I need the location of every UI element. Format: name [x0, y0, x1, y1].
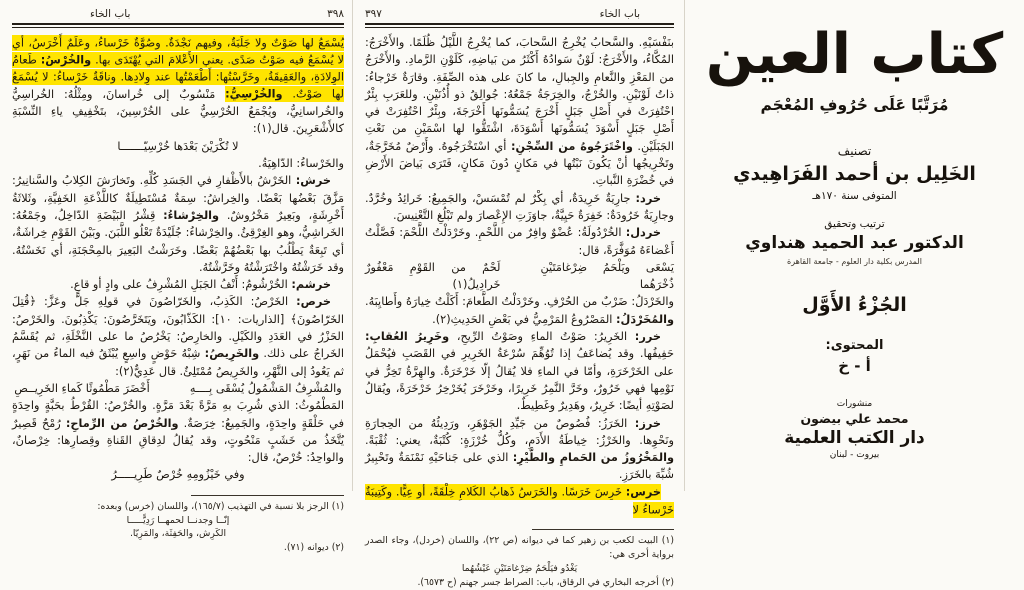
- text-run: الذي على جَناحَيْهِ نَمْنَمَةٌ وتَحْبِيرٌ شُبِّهَ بالخَرَزِ.: [365, 451, 674, 482]
- contents-range: أ - خ: [838, 357, 871, 375]
- entry-khrs: [12, 293, 344, 379]
- paragraph-matmuth: [12, 397, 344, 466]
- headword: خرر:: [634, 330, 661, 344]
- footnote-rule: [532, 529, 674, 530]
- page-398-running-head: [12, 8, 344, 20]
- entry-khrdl: [365, 224, 674, 259]
- headword: خرص:: [296, 295, 331, 309]
- author-name: الخَلِيل بن أحمد الفَرَاهِيدي: [733, 163, 976, 185]
- publisher-location: بيروت - لبنان: [829, 450, 880, 460]
- title-page: [684, 0, 1024, 491]
- text-run: الخَرْصُ: الكَذِبُ، والخَرّاصُونَ في قولِهِ جَلَّ وعَزَّ: ﴿قُتِلَ الخَرّاصُونَ﴾ [الذاريات: ١٠]: الكَذّابُونَ، ويَتَخَرَّصُونَ: يَكْذِبُونَ. والخَرْصُ: الحَزْرُ في العَدَدِ والكَيْلِ. والخارِصُ: يَخْرُصُ ما على النَّخْلَةِ، ثم يُقَسَّمُ الخَراجُ على ذلك.: [12, 295, 344, 361]
- highlighted-text: [365, 484, 674, 517]
- bold-term: والخُرْسِيُّ:: [225, 87, 283, 101]
- hemistich-right: والمُشْرِفُ المَشْمُولُ يُسْقَى بِــــهِ: [189, 381, 342, 395]
- headword: خرد:: [635, 191, 661, 205]
- publications-label: منشورات: [836, 399, 873, 409]
- footnote-1-verse: إنّــا وجدنــا لحمهــا رَدِيًّـــــا: [126, 514, 230, 526]
- headword: خرش:: [295, 174, 331, 188]
- verse-kaab: [365, 259, 674, 294]
- text-run: يُسْمَعُ لها صَوْتٌ ولا جَلَبَةٌ، وفيهم نَجْدَةٌ. وصُوَّةٌ خَرْساءُ، وعَلَمٌ أَخْرَسُ، أي لا يُسْمَعُ فيه صَوْتُ صَدًى. يعني الأَعْلامَ التي يُهْتَدَى بها.: [12, 36, 345, 67]
- text-run: مَنْسُوبٌ إلى خُراسانَ، ومِثْلُهُ: الخُراسِيُّ والخُراسانِيُّ، ويُجْمَعُ الخُرْسِيُّ على الخُرْسِينَ، بتَخْفِيفِ ياءِ النِّسْبَةِ كالأَشْعَرِينَ. قال(١):: [12, 87, 344, 136]
- hemistich-right: يَسْعَى ويَلْحَمُ ضِرْغامَتَيْنِ ذُخْرَهُما: [540, 260, 674, 292]
- footnote-1-verse: يَغْدُو فيَلْحَمُ ضِرْغامَتَيْنِ عَيْشُهُما: [461, 562, 578, 574]
- footnote-1: (١) الرجز بلا نسبة في التهذيب (١٦٥/٧)، واللسان (خرس) وبعده:: [97, 500, 344, 512]
- author-death-date: المتوفى سنة ١٧٠هـ: [812, 190, 897, 202]
- footnote-2: (٢) ديوانه (٧١).: [283, 542, 344, 554]
- entry-khrz: [365, 415, 674, 484]
- text-run: المَصْرُوعُ المَرْمِيُّ في بَعْضِ الحَدِيثِ(٢).: [432, 312, 616, 326]
- footnote-rule: [191, 495, 344, 496]
- paragraph-khardal: [365, 293, 674, 328]
- headword: خرس:: [625, 485, 661, 499]
- bold-term: والمَخْرُوزُ من الحَمامِ والطَّيْرِ:: [512, 451, 674, 465]
- volume-label: الجُزْءُ الأَوَّل: [802, 294, 907, 316]
- page-398-footnotes: [12, 495, 344, 555]
- text-run: خَرِسَ خَرَسًا. والخَرَسُ ذَهابُ الكَلامِ خِلْقَةً، أو عِيًّا. وكَتِيبَةٌ خَرْساءُ لا: [365, 485, 674, 517]
- publisher-imprint: محمد علي بيضون: [800, 411, 909, 426]
- edited-by-label: ترتيب وتحقيق: [824, 218, 885, 230]
- entry-khrd: [365, 190, 674, 225]
- paragraph-daahiya: والخَرْساءُ: الدّاهِيَةُ.: [258, 157, 344, 171]
- text-run: طَعامُ الوِلادَةِ، والعَقِيقَةُ، وخَرَّسْتُها: أَطْعَمْتُها عند وِلادِها. وناقَةٌ خَرْساءُ: لا يُسْمَعُ لها صَوْتٌ.: [12, 53, 344, 101]
- text-run: بنَفْسَيْهِ. والسَّحابُ يُخْرِجُ السَّحابَ، كما يُخْرِجُ اللَّيْلُ ظُلَمًا. والأَخْرَجُ: المُكَّاءُ، والأَخْرَجُ: لَوْنٌ سَوادُهُ أَكْثَرُ من بَياضِهِ، كَلَوْنِ الرَّمادِ. والأَخْرَجُ من المَعْزِ والنَّعامِ والجِبالِ، ما كانَ على هذه الصِّفَةِ. وقارَةٌ خَرْجاءُ: ذاتُ لَوْنَيْنِ. والخُرْجُ، والخِرَجَةُ جَمْعُهُ: جُوالِقُ ذو أُذُنَيْنِ. وللعَرَبِ بِئْرٌ احْتُفِرَتْ في أَصْلِ جَبَلٍ أَخْرَجَ يُسَمُّونَها أَخْرَجَةَ، وبِئْرٌ احْتُفِرَتْ في أَصْلِ جَبَلٍ أَسْوَدَ يُسَمُّونَها أَسْوَدَةَ، اشْتَقُّوا لها اسْمَيْنِ من نَعْتِ الجَبَلَيْنِ.: [365, 36, 674, 153]
- text-run: جارِيَةٌ خَرِيدَةٌ، أي بِكْرٌ لم تُمْسَسْ، والجَمِيعُ: خَرائِدُ وخُرَّدٌ. وجارِيَةٌ خَرُودَةٌ: خَفِرَةٌ حَيِيَّةٌ، جاوَزَتِ الإِعْصارَ ولم تَبْلُغِ التَّعْنِيسَ.: [365, 191, 674, 222]
- bold-term: والخَرِيصُ:: [204, 347, 260, 361]
- headword: خردل:: [625, 226, 661, 240]
- page-397-running-head: [365, 8, 674, 20]
- bold-term: والمُخَرْدَلُ:: [616, 312, 674, 326]
- section-title: باب الخاء: [599, 8, 640, 20]
- book-title: كتاب العين: [705, 22, 1004, 87]
- hemistich-left: أَخْضَرَ مَطْمُوثًا كَماءِ الخَرِيــصِ: [14, 381, 150, 395]
- section-title: باب الخاء: [90, 8, 131, 20]
- footnote-2: (٢) أخرجه البخاري في الرقاق، باب: الصراط جسر جهنم (ح ٦٥٧٣).: [417, 576, 674, 588]
- text-run: قِشْرُ البَيْضَةِ الدّاخِلُ، وجَمْعُهُ: الخَراشِيُّ، وهو الغِرْقِئُ. والخِرْشاءُ: جُلَيْدَةٌ تَعْلُو اللَّبَنَ. وبَيْنَ القَوْمِ خِراشَةٌ، أي تَبِعَةٌ يَطْلُبُ بها بَعْضُهُمْ بَعْضًا. وخَرَشْتُ البَعِيرَ بالمِحْجَنَةِ، أي نَخَسْتُهُ. وقد خَرَشْتُهُ واخْتَرَشْتُهُ وخَرَّشْتُهُ.: [12, 208, 344, 274]
- text-run: والخَرْدَلُ: ضَرْبٌ من الحُرْفِ. وخَرْدَلْتُ الطَّعامَ: أَكَلْتُ خِيارَهُ وأَطايِبَهُ.: [365, 295, 674, 309]
- bold-term: وخَرِيرُ العُقابِ:: [365, 330, 450, 344]
- bold-term: والخُرْصُ من الرِّماحِ:: [65, 416, 179, 430]
- header-rule: [12, 23, 344, 28]
- footnote-1-continuation: الكَرِش، والحَفِثَة، والمَرِيّا.: [129, 528, 227, 540]
- editor-affiliation: المدرس بكلية دار العلوم - جامعة القاهرة: [787, 257, 922, 266]
- text-run: أي اسْتَخْرَجُوهُ. وأَرْضٌ مُخَرَّجَةٌ، وتَخْرِيجُها أنْ يَكُونَ نَبْتُها في مَكانٍ دُونَ مَكانٍ، فَتَرَى بَياضَ الأَرْضِ في خُضْرَةِ النَّباتِ.: [365, 139, 674, 188]
- footnote-1: (١) البيت لكعب بن زهير كما في ديوانه (ص ٢٢)، واللسان (خردل)، وجاء الصدر برواية أخرى هي:: [365, 535, 674, 561]
- verse-khayzum: وفي خَيْزُومِهِ خُرْصٌ طَرِيـــــرُ: [111, 468, 245, 482]
- headword: خرز:: [634, 416, 661, 430]
- hemistich-left: لَحْمٌ من القَوْمِ مَعْفُورٌ خَرادِيلُ(١): [365, 260, 501, 292]
- page-397-footnotes: [365, 529, 674, 589]
- verse-khursiyya: لا تُكْرَيْنَ بَعْدَها خُرْسِيّـــــــا: [117, 139, 239, 153]
- header-rule: [365, 23, 674, 28]
- headword: خرشم:: [291, 278, 331, 292]
- text-run: رُمْحٌ قَصِيرٌ يُتَّخَذُ من خَشَبٍ مَنْحُوتٍ، وقد يُقالُ لدِقاقِ القَناةِ وقِصارِها: خِرْصانٌ، والواحِدُ: خُرْصٌ، قال:: [12, 416, 344, 465]
- entry-khrsh: [12, 172, 344, 276]
- page-397-body: [365, 34, 674, 518]
- text-run: الخُرْشُومُ: أَنْفُ الجَبَلِ المُشْرِفُ على وادٍ أو قاعٍ.: [70, 278, 292, 292]
- text-run: الخَرَزُ: فُصُوصٌ من جَيِّدِ الجَوْهَرِ، ورَدِيئُهُ من الحِجارَةِ ونَحْوِها. والخَرْزُ: خِياطَةُ الأَدَمِ، وكُلُّ خُرْزَةٍ: كُتْبَةٌ، يعني: ثُقْبَةً.: [365, 416, 674, 447]
- text-run: شِبْهُ حَوْضٍ واسِعٍ يُبْثَقُ فيه الماءُ من نَهَرٍ، ثم يَعُودُ إلى النَّهْرِ، والخَرِيصُ مُمْتَلِئٌ. قال عَدِيٌّ(٢):: [12, 347, 344, 378]
- bold-term: والخِرْشاءُ:: [163, 208, 220, 222]
- page-397: [352, 0, 684, 588]
- entry-khrs-highlighted: [365, 484, 674, 519]
- page-398-body: [12, 34, 344, 484]
- text-run: المَطْمُوثُ: الذي شُرِبَ بهِ مَرَّةً بَعْدَ مَرَّةٍ. والخُرْصُ: القُرْطُ بحَبَّةٍ واحِدَةٍ في حَلْقَةٍ واحِدَةٍ، والجَمِيعُ: خِرَصَةٌ.: [12, 399, 344, 430]
- publisher-name: دار الكتب العلمية: [784, 428, 925, 448]
- page-number: ٣٩٧: [365, 8, 382, 20]
- entry-khrshm: [12, 276, 344, 293]
- verse-adi: [12, 380, 344, 397]
- book-subtitle: مُرَتَّبًا عَلَى حُرُوفِ المُعْجَم: [760, 96, 949, 114]
- text-run: الخَرْشُ بالأَظْفارِ في الجَسَدِ كُلِّهِ. وتَخارَشَ الكِلابُ والسَّنانِيرُ: مَزَّقَ بَعْضُها بَعْضًا. والخِراشُ: سِمَةٌ مُسْتَطِيلَةٌ كاللَّذْعَةِ الخَفِيَّةِ، وثَلاثَةُ أَخْرِشَةٍ، وبَعِيرٌ مَخْرُوشٌ.: [12, 174, 344, 222]
- paragraph-khrs-continuation: [12, 34, 344, 138]
- text-run: الخُرْدُولَةُ: عُضْوٌ وافِرٌ من اللَّحْمِ. وخَرْدَلْتُ اللَّحْمَ: فَصَّلْتُ أَعْضاءَهُ مُوَفَّرَةً، قال:: [365, 226, 674, 257]
- page-number: ٣٩٨: [327, 8, 344, 20]
- text-run: الخَرِيرُ: صَوْتُ الماءِ وصَوْتُ الرِّيحِ،: [449, 330, 635, 344]
- entry-khrr: [365, 328, 674, 414]
- paragraph-khrj-continuation: [365, 34, 674, 190]
- text-run: حَفِيفُها. وقد يُضاعَفُ إذا تُوُهِّمَ سُرْعَةُ الخَرِيرِ في القَصَبِ فيُحْمَلُ على الخَرْخَرَةِ، وأمّا في الماءِ فلا يُقالُ إلّا خَرْخَرَةٌ. والهِرَّةُ تَخِرُّ في نَوْمِها فهي خَرُورٌ، وخَرَّ النَّمِرُ خَرِيرًا، وخَرْخَرَ يُخَرْخِرُ خَرْخَرَةً، ويُقالُ لصَوْتِهِ أيضًا: خَرِيرٌ، وهَدِيرٌ وغَطِيطٌ.: [365, 347, 674, 413]
- bold-term: والخُرْسُ:: [40, 53, 92, 67]
- composed-by-label: تصنيف: [837, 144, 872, 158]
- contents-label: المحتوى:: [825, 338, 884, 353]
- bold-term: واخْتَرَجُوهُ من السِّجْنِ:: [510, 139, 633, 153]
- page-398: [0, 0, 352, 554]
- editor-name: الدكتور عبد الحميد هنداوي: [745, 233, 964, 253]
